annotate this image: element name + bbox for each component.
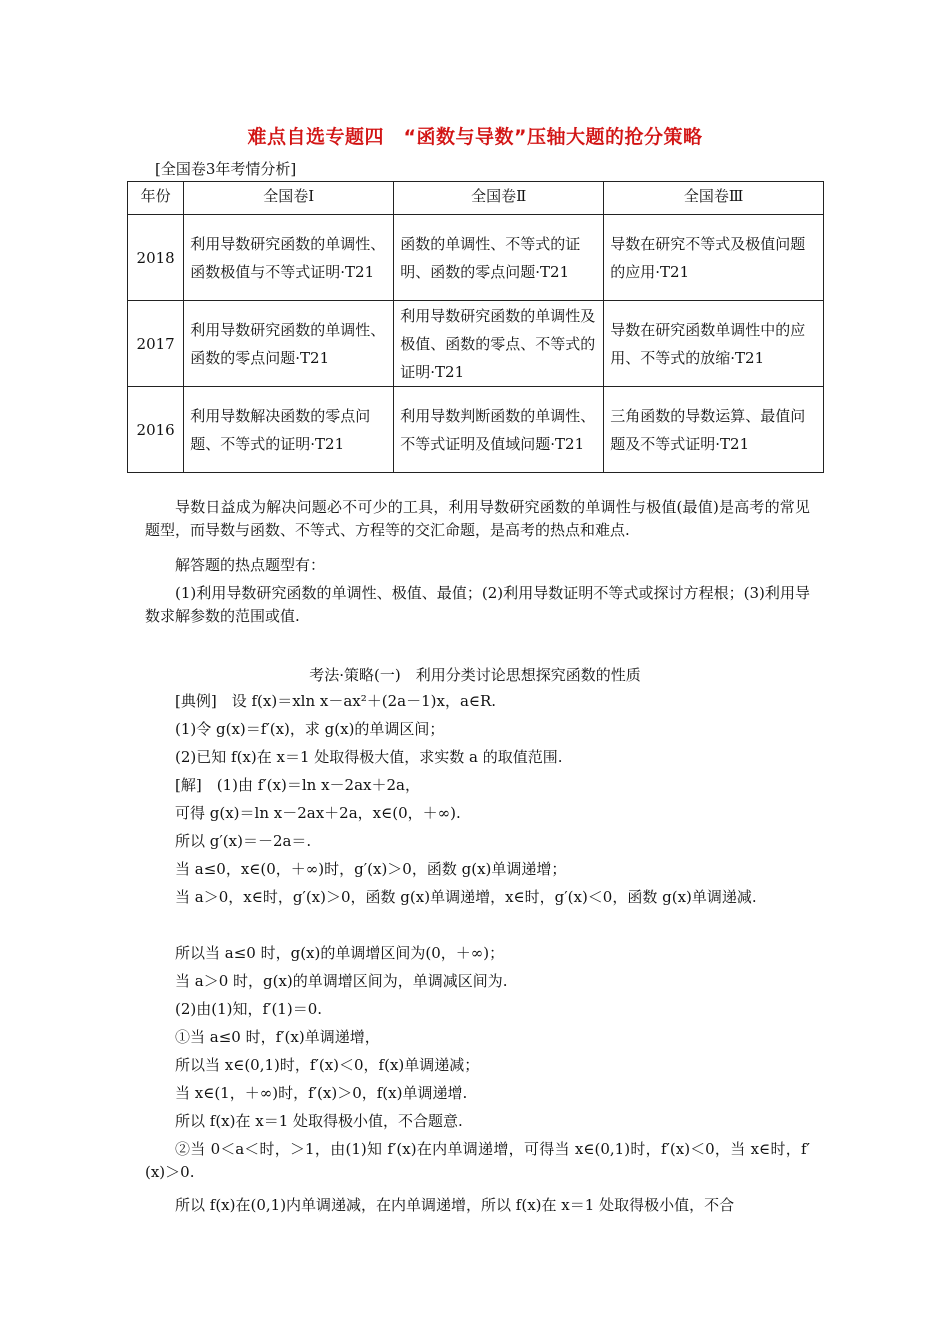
table-caption: [全国卷3年考情分析] [155,160,297,178]
table-cell: 导数在研究不等式及极值问题的应用·T21 [604,215,824,301]
year-cell: 2018 [128,215,184,301]
table-header-row [128,182,824,215]
year-cell: 2016 [128,387,184,473]
header-paper-3: 全国卷Ⅲ [604,182,824,215]
solution-line: 当 a≤0，x∈(0，＋∞)时，g′(x)＞0，函数 g(x)单调递增； [175,860,567,878]
table-cell: 利用导数判断函数的单调性、不等式证明及值域问题·T21 [394,387,604,473]
solution-line: ②当 0＜a＜时，＞1，由(1)知 f′(x)在内单调递增，可得当 x∈(0,1)时，f′(x)＜0，当 x∈时，f′(x)＞0. [145,1140,810,1181]
example-part-2: (2)已知 f(x)在 x＝1 处取得极大值，求实数 a 的取值范围. [175,748,563,766]
section-title: 考法·策略(一) 利用分类讨论思想探究函数的性质 [309,666,641,684]
intro-paragraph: 导数日益成为解决问题必不可少的工具，利用导数研究函数的单调性与极值(最值)是高考的常见题型，而导数与函数、不等式、方程等的交汇命题，是高考的热点和难点. [145,498,810,539]
solution-line: 所以当 x∈(0,1)时，f′(x)＜0，f(x)单调递减； [175,1056,480,1074]
header-paper-1: 全国卷Ⅰ [184,182,394,215]
table-cell: 利用导数研究函数的单调性、函数极值与不等式证明·T21 [184,215,394,301]
solution-line: 所以当 a≤0 时，g(x)的单调增区间为(0，＋∞)； [175,944,505,962]
table-cell: 导数在研究函数单调性中的应用、不等式的放缩·T21 [604,301,824,387]
year-cell: 2017 [128,301,184,387]
solution-line: 所以 f(x)在(0,1)内单调递减，在内单调递增，所以 f(x)在 x＝1 处取得极小值，不合 [175,1196,735,1214]
table-cell: 利用导数解决函数的零点问题、不等式的证明·T21 [184,387,394,473]
intro-question-types: 解答题的热点题型有： [175,556,326,574]
solution-line: [解] (1)由 f′(x)＝ln x－2ax＋2a， [175,776,420,794]
example-part-1: (1)令 g(x)＝f′(x)，求 g(x)的单调区间； [175,720,445,738]
table-cell: 利用导数研究函数的单调性及极值、函数的零点、不等式的证明·T21 [394,301,604,387]
header-year: 年份 [128,182,184,215]
solution-line: 可得 g(x)＝ln x－2ax＋2a，x∈(0，＋∞). [175,804,461,822]
solution-line: 当 x∈(1，＋∞)时，f′(x)＞0，f(x)单调递增. [175,1084,468,1102]
example-problem: [典例] 设 f(x)＝xln x－ax²＋(2a－1)x，a∈R. [175,692,497,710]
solution-line: 所以 f(x)在 x＝1 处取得极小值，不合题意. [175,1112,463,1130]
table-row [128,301,824,387]
table-cell: 利用导数研究函数的单调性、函数的零点问题·T21 [184,301,394,387]
table-cell: 函数的单调性、不等式的证明、函数的零点问题·T21 [394,215,604,301]
solution-line: 当 a＞0，x∈时，g′(x)＞0，函数 g(x)单调递增，x∈时，g′(x)＜0，函数 g(x)单调递减. [175,888,757,906]
solution-line: 所以 g′(x)＝－2a＝. [175,832,312,850]
exam-analysis-table [127,181,824,473]
solution-line: ①当 a≤0 时，f′(x)单调递增， [175,1028,380,1046]
page-title: 难点自选专题四 “函数与导数”压轴大题的抢分策略 [247,126,703,148]
table-row [128,387,824,473]
header-paper-2: 全国卷Ⅱ [394,182,604,215]
table-cell: 三角函数的导数运算、最值问题及不等式证明·T21 [604,387,824,473]
solution-line: 当 a＞0 时，g(x)的单调增区间为，单调减区间为. [175,972,508,990]
solution-line: (2)由(1)知，f′(1)＝0. [175,1000,323,1018]
table-row [128,215,824,301]
intro-list: (1)利用导数研究函数的单调性、极值、最值；(2)利用导数证明不等式或探讨方程根；(3)利用导数求解参数的范围或值. [145,584,810,625]
